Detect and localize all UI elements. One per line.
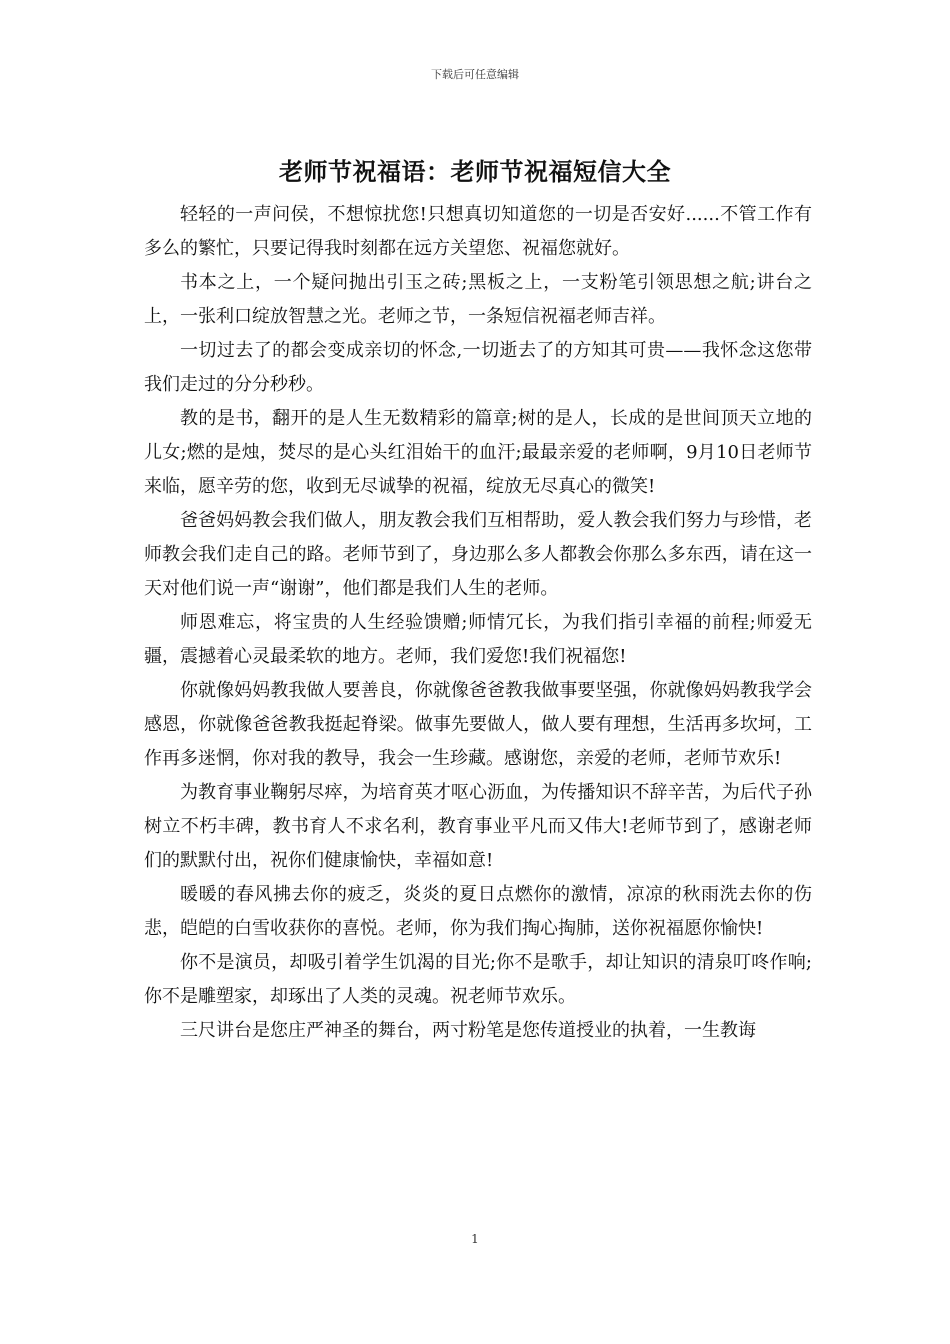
paragraph: 三尺讲台是您庄严神圣的舞台，两寸粉笔是您传道授业的执着，一生教诲 [180, 1020, 756, 1041]
page-title: 老师节祝福语：老师节祝福短信大全 [279, 158, 671, 186]
paragraph: 师恩难忘，将宝贵的人生经验馈赠;师情冗长，为我们指引幸福的前程;师爱无疆，震撼着心灵最柔软的地方。老师，我们爱您!我们祝福您! [144, 612, 812, 667]
paragraph: 暖暖的春风拂去你的疲乏，炎炎的夏日点燃你的激情，凉凉的秋雨洗去你的伤悲，皑皑的白雪收获你的喜悦。老师，你为我们掏心掏肺，送你祝福愿你愉快! [144, 884, 812, 939]
document-body [144, 198, 812, 1048]
paragraph: 轻轻的一声问侯，不想惊扰您!只想真切知道您的一切是否安好......不管工作有多么的繁忙，只要记得我时刻都在远方关望您、祝福您就好。 [144, 204, 812, 259]
paragraph: 你不是演员，却吸引着学生饥渴的目光;你不是歌手，却让知识的清泉叮咚作响;你不是雕塑家，却琢出了人类的灵魂。祝老师节欢乐。 [144, 952, 812, 1007]
paragraph: 一切过去了的都会变成亲切的怀念,一切逝去了的方知其可贵——我怀念这您带我们走过的分分秒秒。 [144, 340, 812, 395]
paragraph: 为教育事业鞠躬尽瘁，为培育英才呕心沥血，为传播知识不辞辛苦，为后代子孙树立不朽丰碑，教书育人不求名利，教育事业平凡而又伟大!老师节到了，感谢老师们的默默付出，祝你们健康愉快，幸福如意! [144, 782, 812, 871]
header-note: 下载后可任意编辑 [431, 68, 519, 81]
paragraph: 爸爸妈妈教会我们做人，朋友教会我们互相帮助，爱人教会我们努力与珍惜，老师教会我们走自己的路。老师节到了，身边那么多人都教会你那么多东西，请在这一天对他们说一声“谢谢”，他们都是我们人生的老师。 [144, 510, 812, 599]
paragraph: 书本之上，一个疑问抛出引玉之砖;黑板之上，一支粉笔引领思想之航;讲台之上，一张利口绽放智慧之光。老师之节，一条短信祝福老师吉祥。 [144, 272, 812, 327]
paragraph: 你就像妈妈教我做人要善良，你就像爸爸教我做事要坚强，你就像妈妈教我学会感恩，你就像爸爸教我挺起脊梁。做事先要做人，做人要有理想，生活再多坎坷，工作再多迷惘，你对我的教导，我会一生珍藏。感谢您，亲爱的老师，老师节欢乐! [144, 680, 812, 769]
paragraph: 教的是书，翻开的是人生无数精彩的篇章;树的是人，长成的是世间顶天立地的儿女;燃的是烛，焚尽的是心头红泪始干的血汗;最最亲爱的老师啊，9月10日老师节来临，愿辛劳的您，收到无尽诚挚的祝福，绽放无尽真心的微笑! [144, 408, 812, 497]
page-number: 1 [471, 1232, 479, 1246]
